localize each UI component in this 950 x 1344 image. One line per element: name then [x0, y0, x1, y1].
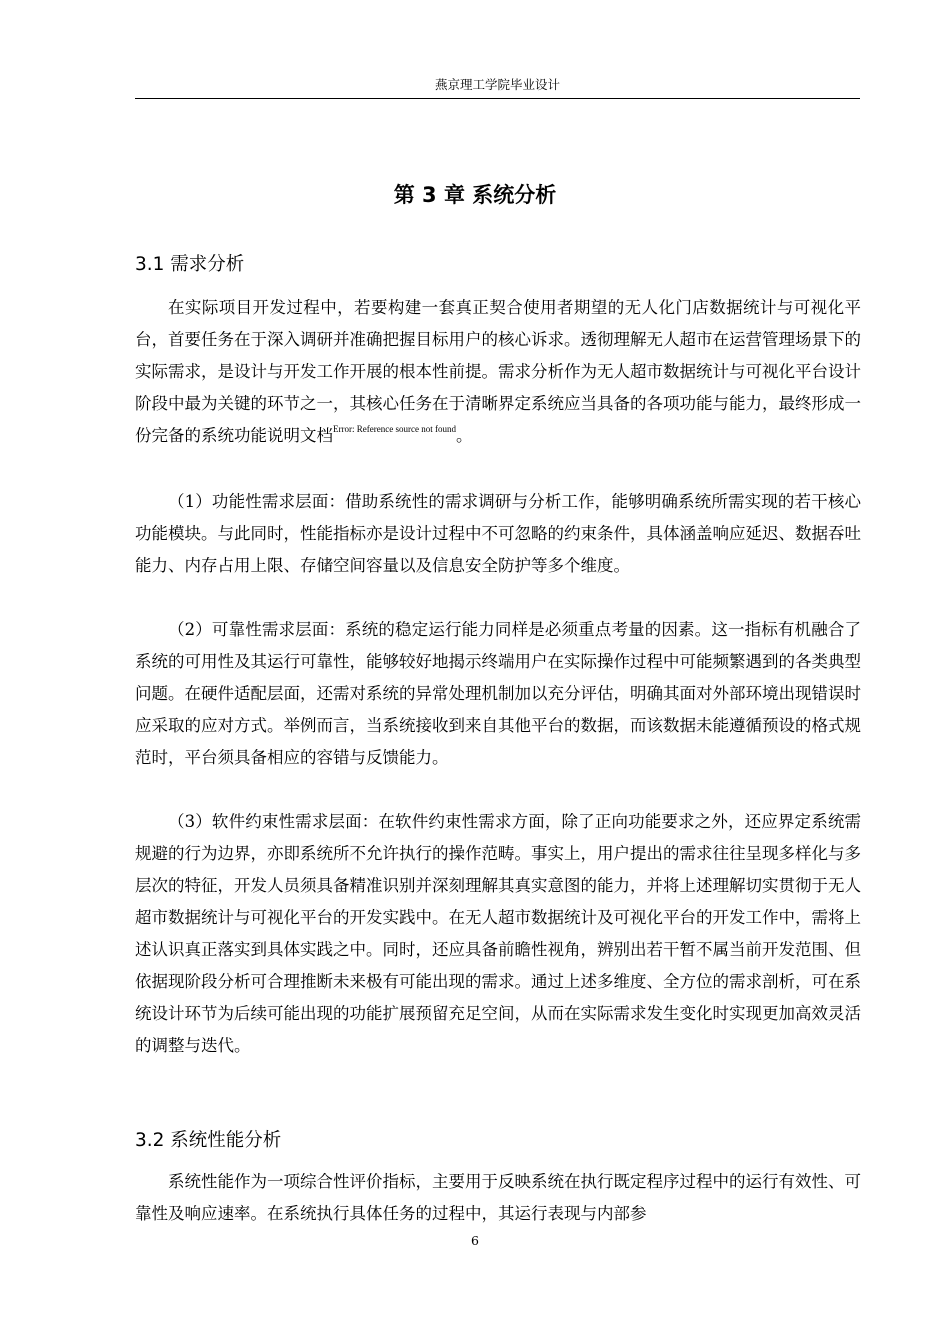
paragraph-constraint-requirements: （3）软件约束性需求层面：在软件约束性需求方面，除了正向功能要求之外，还应界定系统需规避的行为边界，亦即系统所不允许执行的操作范畴。事实上，用户提出的需求往往呈现多样化与多层次的特征，开发人员须具备精准识别并深刻理解其真实意图的能力，并将上述理解切实贯彻于无人超市数据统计与可视化平台的开发实践中。在无人超市数据统计及可视化平台的开发工作中，需将上述认识真正落实到具体实践之中。同时，还应具备前瞻性视角，辨别出若干暂不属当前开发范围、但依据现阶段分析可合理推断未来极有可能出现的需求。通过上述多维度、全方位的需求剖析，可在系统设计环节为后续可能出现的功能扩展预留充足空间，从而在实际需求发生变化时实现更加高效灵活的调整与迭代。	[135, 812, 861, 1055]
page-number: 6	[471, 1233, 479, 1248]
paragraph-performance: 系统性能作为一项综合性评价指标，主要用于反映系统在执行既定程序过程中的运行有效性、可靠性及响应速率。在系统执行具体任务的过程中，其运行表现与内部参	[135, 1172, 861, 1223]
paragraph-intro	[135, 292, 861, 452]
header-title: 燕京理工学院毕业设计	[434, 77, 560, 92]
paragraph-functional-requirements: （1）功能性需求层面：借助系统性的需求调研与分析工作，能够明确系统所需实现的若干核心功能模块。与此同时，性能指标亦是设计过程中不可忽略的约束条件，具体涵盖响应延迟、数据吞吐能力、内存占用上限、存储空间容量以及信息安全防护等多个维度。	[135, 492, 861, 575]
paragraph-intro-text: 在实际项目开发过程中，若要构建一套真正契合使用者期望的无人化门店数据统计与可视化平台，首要任务在于深入调研并准确把握目标用户的核心诉求。透彻理解无人超市在运营管理场景下的实际需求，是设计与开发工作开展的根本性前提。需求分析作为无人超市数据统计与可视化平台设计阶段中最为关键的环节之一，其核心任务在于清晰界定系统应当具备的各项功能与能力，最终形成一份完备的系统功能说明文档	[135, 298, 861, 445]
paragraph-intro-tail: 。	[455, 426, 473, 445]
page-header	[135, 72, 860, 99]
chapter-title: 第 3 章 系统分析	[393, 183, 557, 207]
reference-error: Error: Reference source not found	[333, 424, 456, 434]
section-heading-3-1: 3.1 需求分析	[135, 254, 245, 275]
section-heading-3-2: 3.2 系统性能分析	[135, 1130, 282, 1151]
paragraph-reliability-requirements: （2）可靠性需求层面：系统的稳定运行能力同样是必须重点考量的因素。这一指标有机融合了系统的可用性及其运行可靠性，能够较好地揭示终端用户在实际操作过程中可能频繁遇到的各类典型问题。在硬件适配层面，还需对系统的异常处理机制加以充分评估，明确其面对外部环境出现错误时应采取的应对方式。举例而言，当系统接收到来自其他平台的数据，而该数据未能遵循预设的格式规范时，平台须具备相应的容错与反馈能力。	[135, 620, 861, 767]
